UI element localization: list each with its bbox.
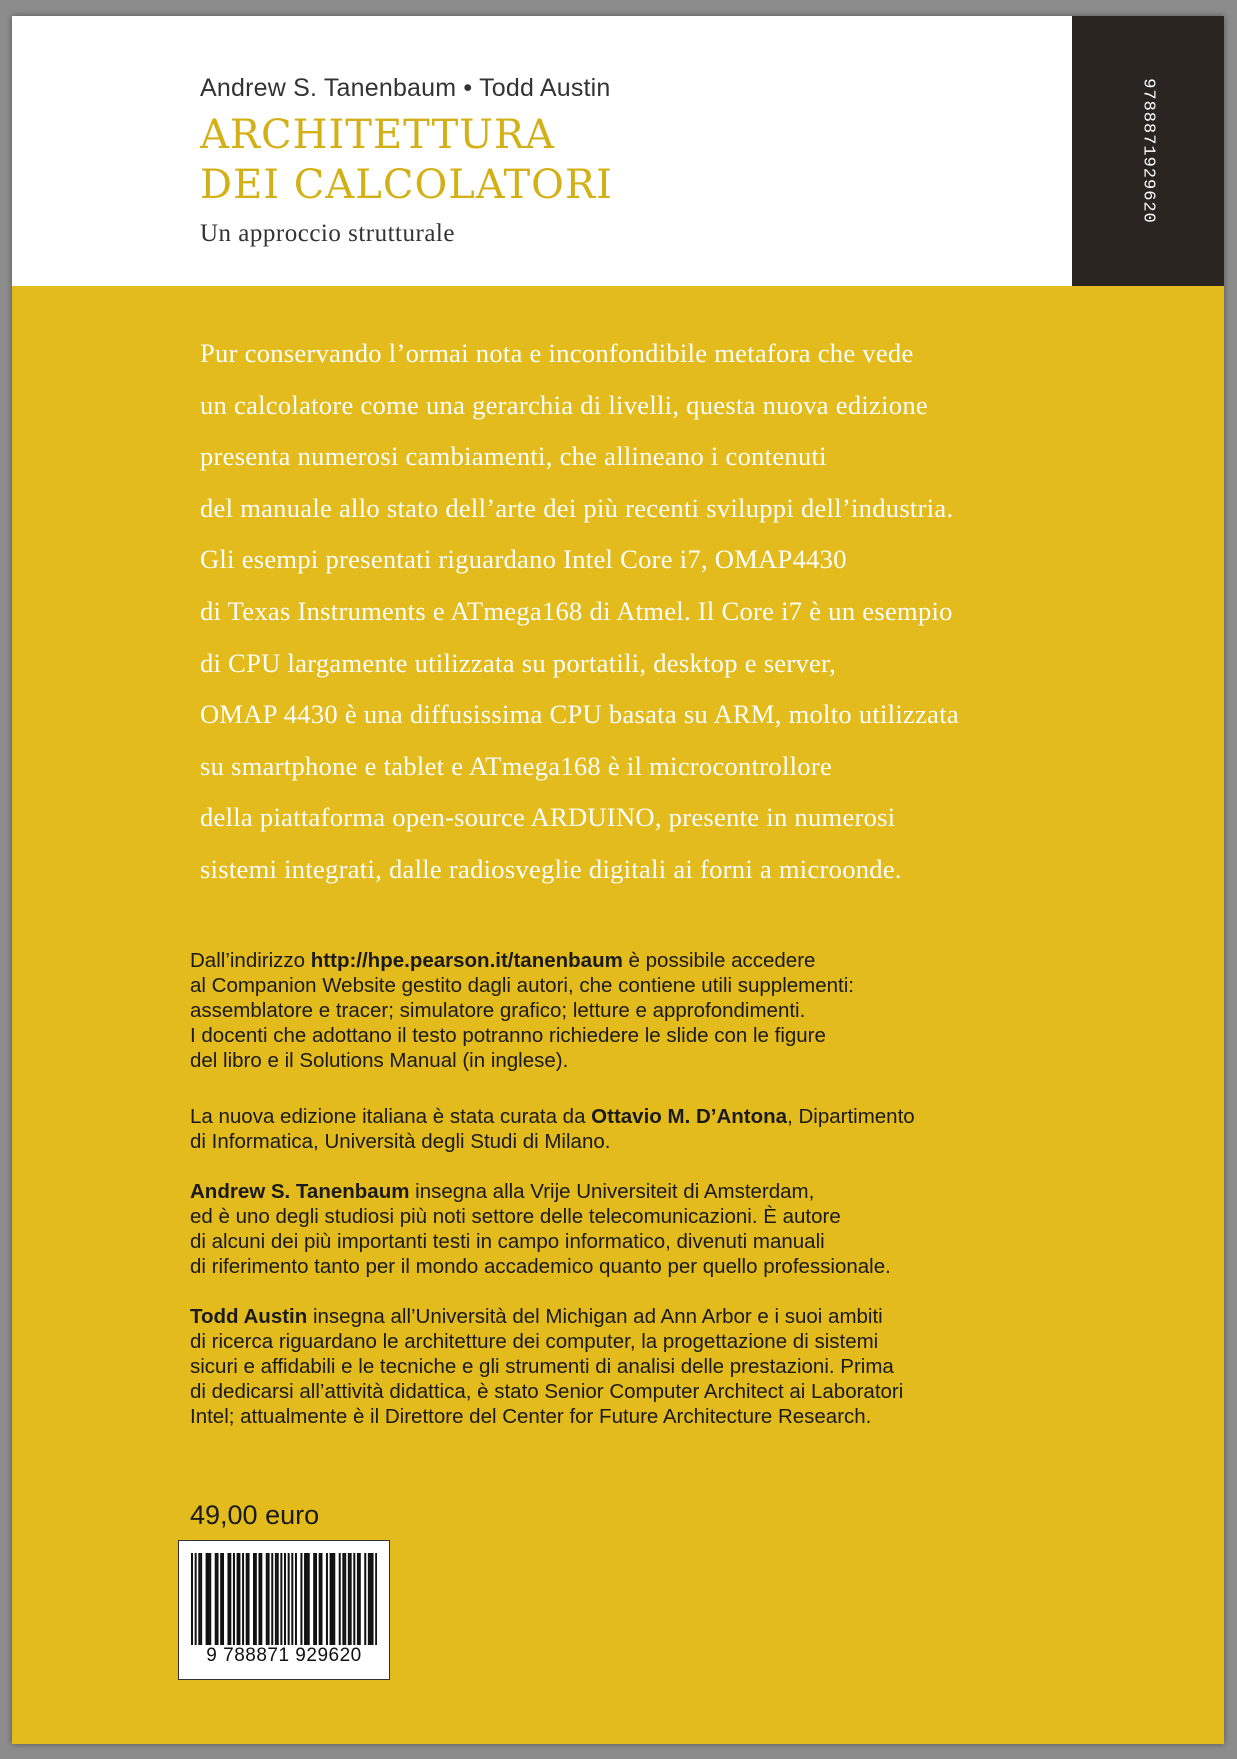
barcode-bar <box>344 1553 346 1645</box>
barcode-bar <box>342 1553 344 1645</box>
barcode-bar <box>220 1553 222 1645</box>
blurb-text <box>200 328 1100 896</box>
barcode-bar <box>242 1553 244 1645</box>
barcode-bar <box>268 1553 270 1645</box>
barcode-bar <box>209 1553 211 1645</box>
barcode-bar <box>280 1553 282 1645</box>
barcode <box>178 1540 390 1680</box>
book-title <box>200 110 613 210</box>
bio-text: insegna all’Università del Michigan ad Ann Arbor e i suoi ambiti <box>307 1305 883 1328</box>
website-line <box>190 948 854 973</box>
barcode-bar <box>330 1553 332 1645</box>
barcode-bar <box>198 1553 200 1645</box>
bio-line: Intel; attualmente è il Direttore del Center for Future Architecture Research. <box>190 1405 872 1428</box>
blurb-line: OMAP 4430 è una diffusissima CPU basata su ARM, molto utilizzata <box>200 699 959 730</box>
barcode-bar <box>200 1553 202 1645</box>
barcode-bar <box>260 1553 262 1645</box>
barcode-bar <box>339 1553 341 1645</box>
barcode-bar <box>326 1553 328 1645</box>
barcode-bar <box>238 1553 240 1645</box>
barcode-bars <box>191 1553 377 1645</box>
tanenbaum-bio <box>190 1179 891 1279</box>
barcode-bar <box>304 1553 306 1645</box>
barcode-bar <box>195 1553 197 1645</box>
barcode-bar <box>222 1553 224 1645</box>
barcode-bar <box>350 1553 352 1645</box>
blurb-line: di CPU largamente utilizzata su portatili, desktop e server, <box>200 647 837 678</box>
barcode-bar <box>370 1553 372 1645</box>
barcode-bar <box>364 1553 366 1645</box>
bio-name: Todd Austin <box>190 1305 308 1328</box>
bio-text: insegna alla Vrije Universiteit di Amsterdam, <box>409 1180 815 1203</box>
barcode-bar <box>206 1553 208 1645</box>
barcode-bar <box>320 1553 322 1645</box>
barcode-bar <box>229 1553 231 1645</box>
blurb-line: sistemi integrati, dalle radiosveglie digitali ai forni a microonde. <box>200 853 902 884</box>
barcode-bar <box>284 1553 286 1645</box>
barcode-bar <box>233 1553 235 1645</box>
barcode-bar <box>227 1553 229 1645</box>
bio-line: ed è uno degli studiosi più noti settore delle telecomunicazioni. È autore <box>190 1205 841 1228</box>
bio-line <box>190 1304 903 1329</box>
website-paragraph <box>190 948 854 1073</box>
price: 49,00 euro <box>190 1500 320 1530</box>
website-post: è possibile accedere <box>622 949 816 972</box>
barcode-bar <box>313 1553 315 1645</box>
cover-header <box>12 16 1072 286</box>
website-url[interactable]: http://hpe.pearson.it/tanenbaum <box>310 949 623 972</box>
barcode-bar <box>275 1553 277 1645</box>
barcode-bar <box>288 1553 290 1645</box>
website-line: I docenti che adottano il testo potranno richiedere le slide con le figure <box>190 1024 826 1047</box>
blurb-line: del manuale allo stato dell’arte dei più recenti sviluppi dell’industria. <box>200 492 954 523</box>
blurb-line: su smartphone e tablet e ATmega168 è il microcontrollore <box>200 750 833 781</box>
title-line-2: DEI CALCOLATORI <box>200 162 613 208</box>
authors: Andrew S. Tanenbaum • Todd Austin <box>200 74 611 102</box>
barcode-bar <box>271 1553 273 1645</box>
title-line-1: ARCHITETTURA <box>200 112 555 158</box>
barcode-bar <box>266 1553 268 1645</box>
bio-line <box>190 1179 891 1204</box>
barcode-bar <box>258 1553 260 1645</box>
bio-line: sicuri e affidabili e le tecniche e gli strumenti di analisi delle prestazioni. Prima <box>190 1355 894 1378</box>
edition-post: , Dipartimento <box>787 1105 915 1128</box>
barcode-bar <box>253 1553 255 1645</box>
website-line: al Companion Website gestito dagli autori, che contiene utili supplementi: <box>190 974 854 997</box>
bio-line: di ricerca riguardano le architetture dei computer, la progettazione di sistemi <box>190 1330 879 1353</box>
book-back-cover <box>12 16 1224 1744</box>
barcode-bar <box>333 1553 335 1645</box>
barcode-bar <box>331 1553 333 1645</box>
barcode-bar <box>277 1553 279 1645</box>
blurb-line: Gli esempi presentati riguardano Intel Core i7, OMAP4430 <box>200 544 847 575</box>
barcode-digits: 9 788871 929620 <box>206 1645 362 1666</box>
barcode-bar <box>191 1553 193 1645</box>
edition-line <box>190 1104 915 1129</box>
edition-paragraph <box>190 1104 915 1154</box>
barcode-bar <box>207 1553 209 1645</box>
barcode-bar <box>319 1553 321 1645</box>
barcode-bar <box>368 1553 370 1645</box>
bio-line: di riferimento tanto per il mondo accademico quanto per quello professionale. <box>190 1255 891 1278</box>
barcode-bar <box>375 1553 377 1645</box>
barcode-bar <box>291 1553 293 1645</box>
barcode-bar <box>295 1553 297 1645</box>
barcode-bar <box>248 1553 250 1645</box>
edition-pre: La nuova edizione italiana è stata curata da <box>190 1105 592 1128</box>
edition-line: di Informatica, Università degli Studi di Milano. <box>190 1130 611 1153</box>
blurb-line: presenta numerosi cambiamenti, che allineano i contenuti <box>200 441 827 472</box>
barcode-bar <box>308 1553 310 1645</box>
blurb-line: della piattaforma open-source ARDUINO, presente in numerosi <box>200 802 896 833</box>
barcode-bar <box>372 1553 374 1645</box>
barcode-bar <box>315 1553 317 1645</box>
blurb-line: di Texas Instruments e ATmega168 di Atmel. Il Core i7 è un esempio <box>200 595 953 626</box>
bio-line: di dedicarsi all’attività didattica, è stato Senior Computer Architect ai Laboratori <box>190 1380 904 1403</box>
barcode-bar <box>215 1553 217 1645</box>
website-line: assemblatore e tracer; simulatore grafico; letture e approfondimenti. <box>190 999 806 1022</box>
barcode-bar <box>217 1553 219 1645</box>
barcode-bar <box>306 1553 308 1645</box>
bio-line: di alcuni dei più importanti testi in campo informatico, divenuti manuali <box>190 1230 825 1253</box>
barcode-bar <box>255 1553 257 1645</box>
isbn-vertical: 9788871929620 <box>1138 78 1158 224</box>
barcode-bar <box>237 1553 239 1645</box>
barcode-bar <box>359 1553 361 1645</box>
barcode-bar <box>348 1553 350 1645</box>
blurb-line: Pur conservando l’ormai nota e inconfondibile metafora che vede <box>200 338 914 368</box>
barcode-bar <box>300 1553 302 1645</box>
austin-bio <box>190 1304 903 1429</box>
edition-curator: Ottavio M. D’Antona <box>591 1105 788 1128</box>
website-line: del libro e il Solutions Manual (in inglese). <box>190 1049 569 1072</box>
blurb-line: un calcolatore come una gerarchia di livelli, questa nuova edizione <box>200 389 928 420</box>
website-pre: Dall’indirizzo <box>190 949 311 972</box>
barcode-bar <box>357 1553 359 1645</box>
barcode-bar <box>353 1553 355 1645</box>
book-subtitle: Un approccio strutturale <box>200 220 455 247</box>
bio-name: Andrew S. Tanenbaum <box>190 1180 410 1203</box>
barcode-bar <box>246 1553 248 1645</box>
